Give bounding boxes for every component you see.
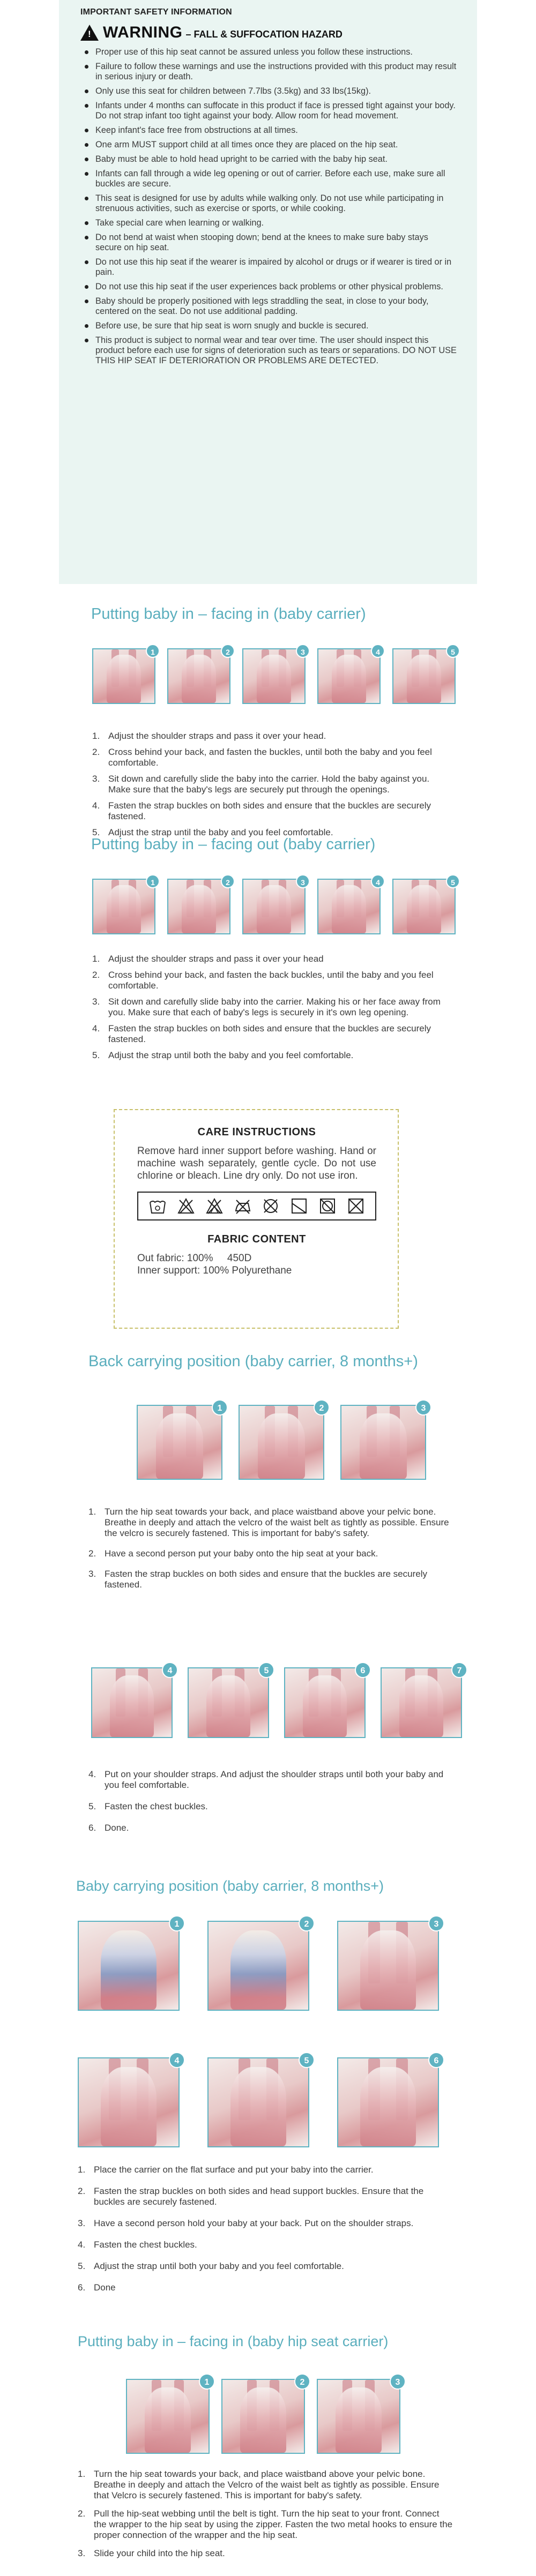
step-number-badge: 7 [451,1662,467,1678]
photo-row-facing-in [92,648,456,704]
step-item: 5. Adjust the strap until the baby and you feel comfortable. [92,827,333,837]
step-number-badge: 3 [415,1399,431,1416]
step-item: 1. Adjust the shoulder straps and pass it over your head. [92,731,326,741]
step-number-badge: 2 [299,1915,315,1931]
step-number-badge: 3 [296,874,310,888]
section-title-facing-in: Putting baby in – facing in (baby carrier) [91,605,366,623]
step-number-badge: 4 [162,1662,178,1678]
step-number-badge: 1 [146,874,160,888]
care-symbols-strip [137,1192,376,1220]
step-photo [221,2379,305,2454]
no-bleach-icon [177,1197,195,1215]
step-photo [337,2057,439,2147]
step-number-badge: 2 [221,644,235,658]
fabric-inner-line: Inner support: 100% Polyurethane [137,1265,292,1276]
no-wring-icon [318,1197,337,1215]
warning-line [80,24,457,42]
step-item: 6. Done [78,2282,116,2293]
steps-facing-out [92,954,441,1061]
step-item: 5. Adjust the strap until both the baby and you feel comfortable. [92,1050,354,1060]
care-instructions-box [114,1109,399,1329]
step-item: 4. Fasten the strap buckles on both sides and ensure that the buckles are securely fastened. [92,1023,431,1044]
section-title-back-carrying: Back carrying position (baby carrier, 8 months+) [88,1353,418,1370]
photo-row-baby-carrying-a [78,1921,439,2011]
safety-item: Baby should be properly positioned with legs straddling the seat, in close to your body, centered on the seat. Do not use additional padding. [80,296,457,317]
photo-row-back-carrying-b [91,1667,462,1738]
step-item: 3. Sit down and carefully slide baby into the carrier. Making his or her face away from you. Make sure that each of baby's legs is securely in it's own leg opening. [92,997,441,1017]
step-photo [92,648,155,704]
fabric-content [137,1252,376,1277]
safety-item: Do not use this hip seat if the wearer is impaired by alcohol or drugs or if wearer is tired or in pain. [80,257,457,278]
wash-30-icon [148,1197,167,1215]
photo-row-baby-carrying-b [78,2057,439,2147]
step-number-badge: 4 [371,874,385,888]
step-item: 6. Done. [88,1823,129,1833]
step-photo [242,879,306,934]
photo-row-facing-out [92,879,456,934]
step-item: 5. Adjust the strap until both your baby and you feel comfortable. [78,2261,344,2271]
safety-item: Only use this seat for children between 7.7lbs (3.5kg) and 33 lbs(15kg). [80,86,457,96]
safety-list [80,47,457,366]
safety-item: Infants under 4 months can suffocate in this product if face is pressed tight against your body. Do not strap infant too tight against your body. Allow room for head movement. [80,101,457,121]
step-photo [317,2379,400,2454]
warning-subtitle: – FALL & SUFFOCATION HAZARD [185,28,343,40]
safety-information-box [59,0,477,584]
safety-item: Infants can fall through a wide leg opening or out of carrier. Before each use, make sure all buckles are secure. [80,169,457,189]
safety-item: Do not use this hip seat if the user experiences back problems or other physical problems. [80,282,457,292]
safety-item: Take special care when learning or walking. [80,218,457,228]
step-item: 4. Put on your shoulder straps. And adjust the shoulder straps until both your baby and you feel comfortable. [88,1769,444,1790]
step-item: 3. Have a second person hold your baby at your back. Put on the shoulder straps. [78,2218,414,2228]
step-photo [92,879,155,934]
step-item: 1. Adjust the shoulder straps and pass it over your head [92,954,324,964]
steps-facing-in [92,731,441,838]
step-photo [284,1667,366,1738]
step-photo [78,2057,180,2147]
no-iron-icon [234,1197,252,1215]
safety-item: Baby must be able to hold head upright to be carried with the baby hip seat. [80,154,457,164]
no-steam-icon [347,1197,365,1215]
step-item: 2. Pull the hip-seat webbing until the belt is tight. Turn the hip seat to your front. Connect the wrapper to the hip seat by using the zipper. Fasten the two metal hooks to ensure the proper connection of the wrapper and the hip seat. [78,2508,453,2540]
step-item: 4. Fasten the chest buckles. [78,2240,197,2250]
steps-baby-carrying [78,2165,453,2293]
step-photo [126,2379,210,2454]
step-item: 3. Fasten the strap buckles on both sides and ensure that the buckles are securely fastened. [88,1569,427,1590]
step-item: 2. Have a second person put your baby onto the hip seat at your back. [88,1548,378,1559]
step-photo [188,1667,269,1738]
care-title: CARE INSTRUCTIONS [197,1126,316,1138]
step-number-badge: 5 [446,874,460,888]
photo-row-back-carrying-a [137,1405,426,1480]
safety-item: Proper use of this hip seat cannot be assured unless you follow these instructions. [80,47,457,57]
step-number-badge: 5 [258,1662,274,1678]
no-dry-clean-icon [262,1197,280,1215]
step-photo [317,879,381,934]
step-photo [207,2057,309,2147]
steps-hip-seat [78,2469,453,2559]
step-item: 4. Fasten the strap buckles on both sides and ensure that the buckles are securely fastened. [92,800,431,821]
step-number-badge: 3 [428,1915,444,1931]
steps-back-carrying-a [88,1507,458,1590]
step-photo [392,879,456,934]
step-number-badge: 1 [146,644,160,658]
step-number-badge: 1 [169,1915,185,1931]
safety-item: One arm MUST support child at all times once they are placed on the hip seat. [80,140,457,150]
step-number-badge: 5 [299,2052,315,2068]
photo-row-hip-seat [126,2379,400,2454]
safety-item: Keep infant's face free from obstructions at all times. [80,125,457,136]
step-item: 5. Fasten the chest buckles. [88,1801,208,1811]
step-number-badge: 2 [221,874,235,888]
step-photo [317,648,381,704]
step-photo [242,648,306,704]
step-photo [167,648,230,704]
step-photo [78,1921,180,2011]
steps-back-carrying-b [88,1769,458,1833]
fabric-outer-line: Out fabric: 100% 450D [137,1253,252,1264]
section-title-hip-seat-facing-in: Putting baby in – facing in (baby hip seat carrier) [78,2333,389,2349]
step-photo [167,879,230,934]
step-photo [340,1405,426,1480]
step-number-badge: 3 [390,2373,406,2390]
section-title-facing-out: Putting baby in – facing out (baby carrier) [91,836,376,853]
warning-word: WARNING [103,24,183,41]
safety-heading: IMPORTANT SAFETY INFORMATION [80,8,232,17]
step-number-badge: 1 [212,1399,228,1416]
step-item: 3. Sit down and carefully slide the baby into the carrier. Hold the baby against you. Make sure that the baby's legs are securely put through the openings. [92,774,430,795]
step-photo [207,1921,309,2011]
step-item: 2. Fasten the strap buckles on both sides and head support buckles. Ensure that the buckles are securely fastened. [78,2186,424,2207]
step-number-badge: 3 [296,644,310,658]
step-photo [337,1921,439,2011]
step-number-badge: 6 [355,1662,371,1678]
line-dry-icon [290,1197,308,1215]
step-number-badge: 2 [294,2373,310,2390]
step-item: 1. Turn the hip seat towards your back, and place waistband above your pelvic bone. Breathe in deeply and attach the Velcro of the waist belt as tightly as possible. Ensure that Velcro is securely fastened. This is important for baby's safety. [78,2469,440,2500]
step-photo [137,1405,222,1480]
safety-item: Failure to follow these warnings and use the instructions provided with this product may result in serious injury or death. [80,62,457,82]
safety-item: This seat is designed for use by adults while walking only. Do not use while participating in strenuous activities, such as exercise or sports, or while cooking. [80,193,457,214]
safety-item: Before use, be sure that hip seat is worn snugly and buckle is secured. [80,321,457,331]
step-photo [239,1405,324,1480]
section-title-baby-carrying: Baby carrying position (baby carrier, 8 months+) [76,1878,384,1894]
no-tumble-dry-icon [205,1197,224,1215]
warning-triangle-icon [80,25,99,41]
step-number-badge: 5 [446,644,460,658]
care-text: Remove hard inner support before washing. Hand or machine wash separately, gentle cycle. Do not use chlorine or bleach. Line dry only. Do not use iron. [137,1145,376,1181]
safety-item: Do not bend at waist when stooping down; bend at the knees to make sure baby stays secure on hip seat. [80,233,457,253]
step-number-badge: 4 [169,2052,185,2068]
step-item: 3. Slide your child into the hip seat. [78,2548,225,2558]
step-item: 2. Cross behind your back, and fasten the back buckles, until the baby and you feel comfortable. [92,970,434,991]
step-number-badge: 6 [428,2052,444,2068]
step-photo [381,1667,462,1738]
step-item: 1. Place the carrier on the flat surface and put your baby into the carrier. [78,2165,374,2175]
step-number-badge: 4 [371,644,385,658]
step-photo [392,648,456,704]
step-number-badge: 2 [314,1399,330,1416]
step-photo [91,1667,173,1738]
safety-item: This product is subject to normal wear and tear over time. The user should inspect this product before each use for signs of deterioration such as tears or separations. DO NOT USE THIS HIP SEAT IF DETERIORATION OR PROBLEMS ARE DETECTED. [80,335,457,366]
step-item: 1. Turn the hip seat towards your back, and place waistband above your pelvic bone. Breathe in deeply and attach the velcro of the waist belt as tightly as possible. Ensure the velcro is securely fastened. This is important for baby's safety. [88,1507,449,1538]
step-item: 2. Cross behind your back, and fasten the buckles, until both the baby and you feel comfortable. [92,747,432,768]
step-number-badge: 1 [199,2373,215,2390]
fabric-content-title: FABRIC CONTENT [207,1233,306,1245]
